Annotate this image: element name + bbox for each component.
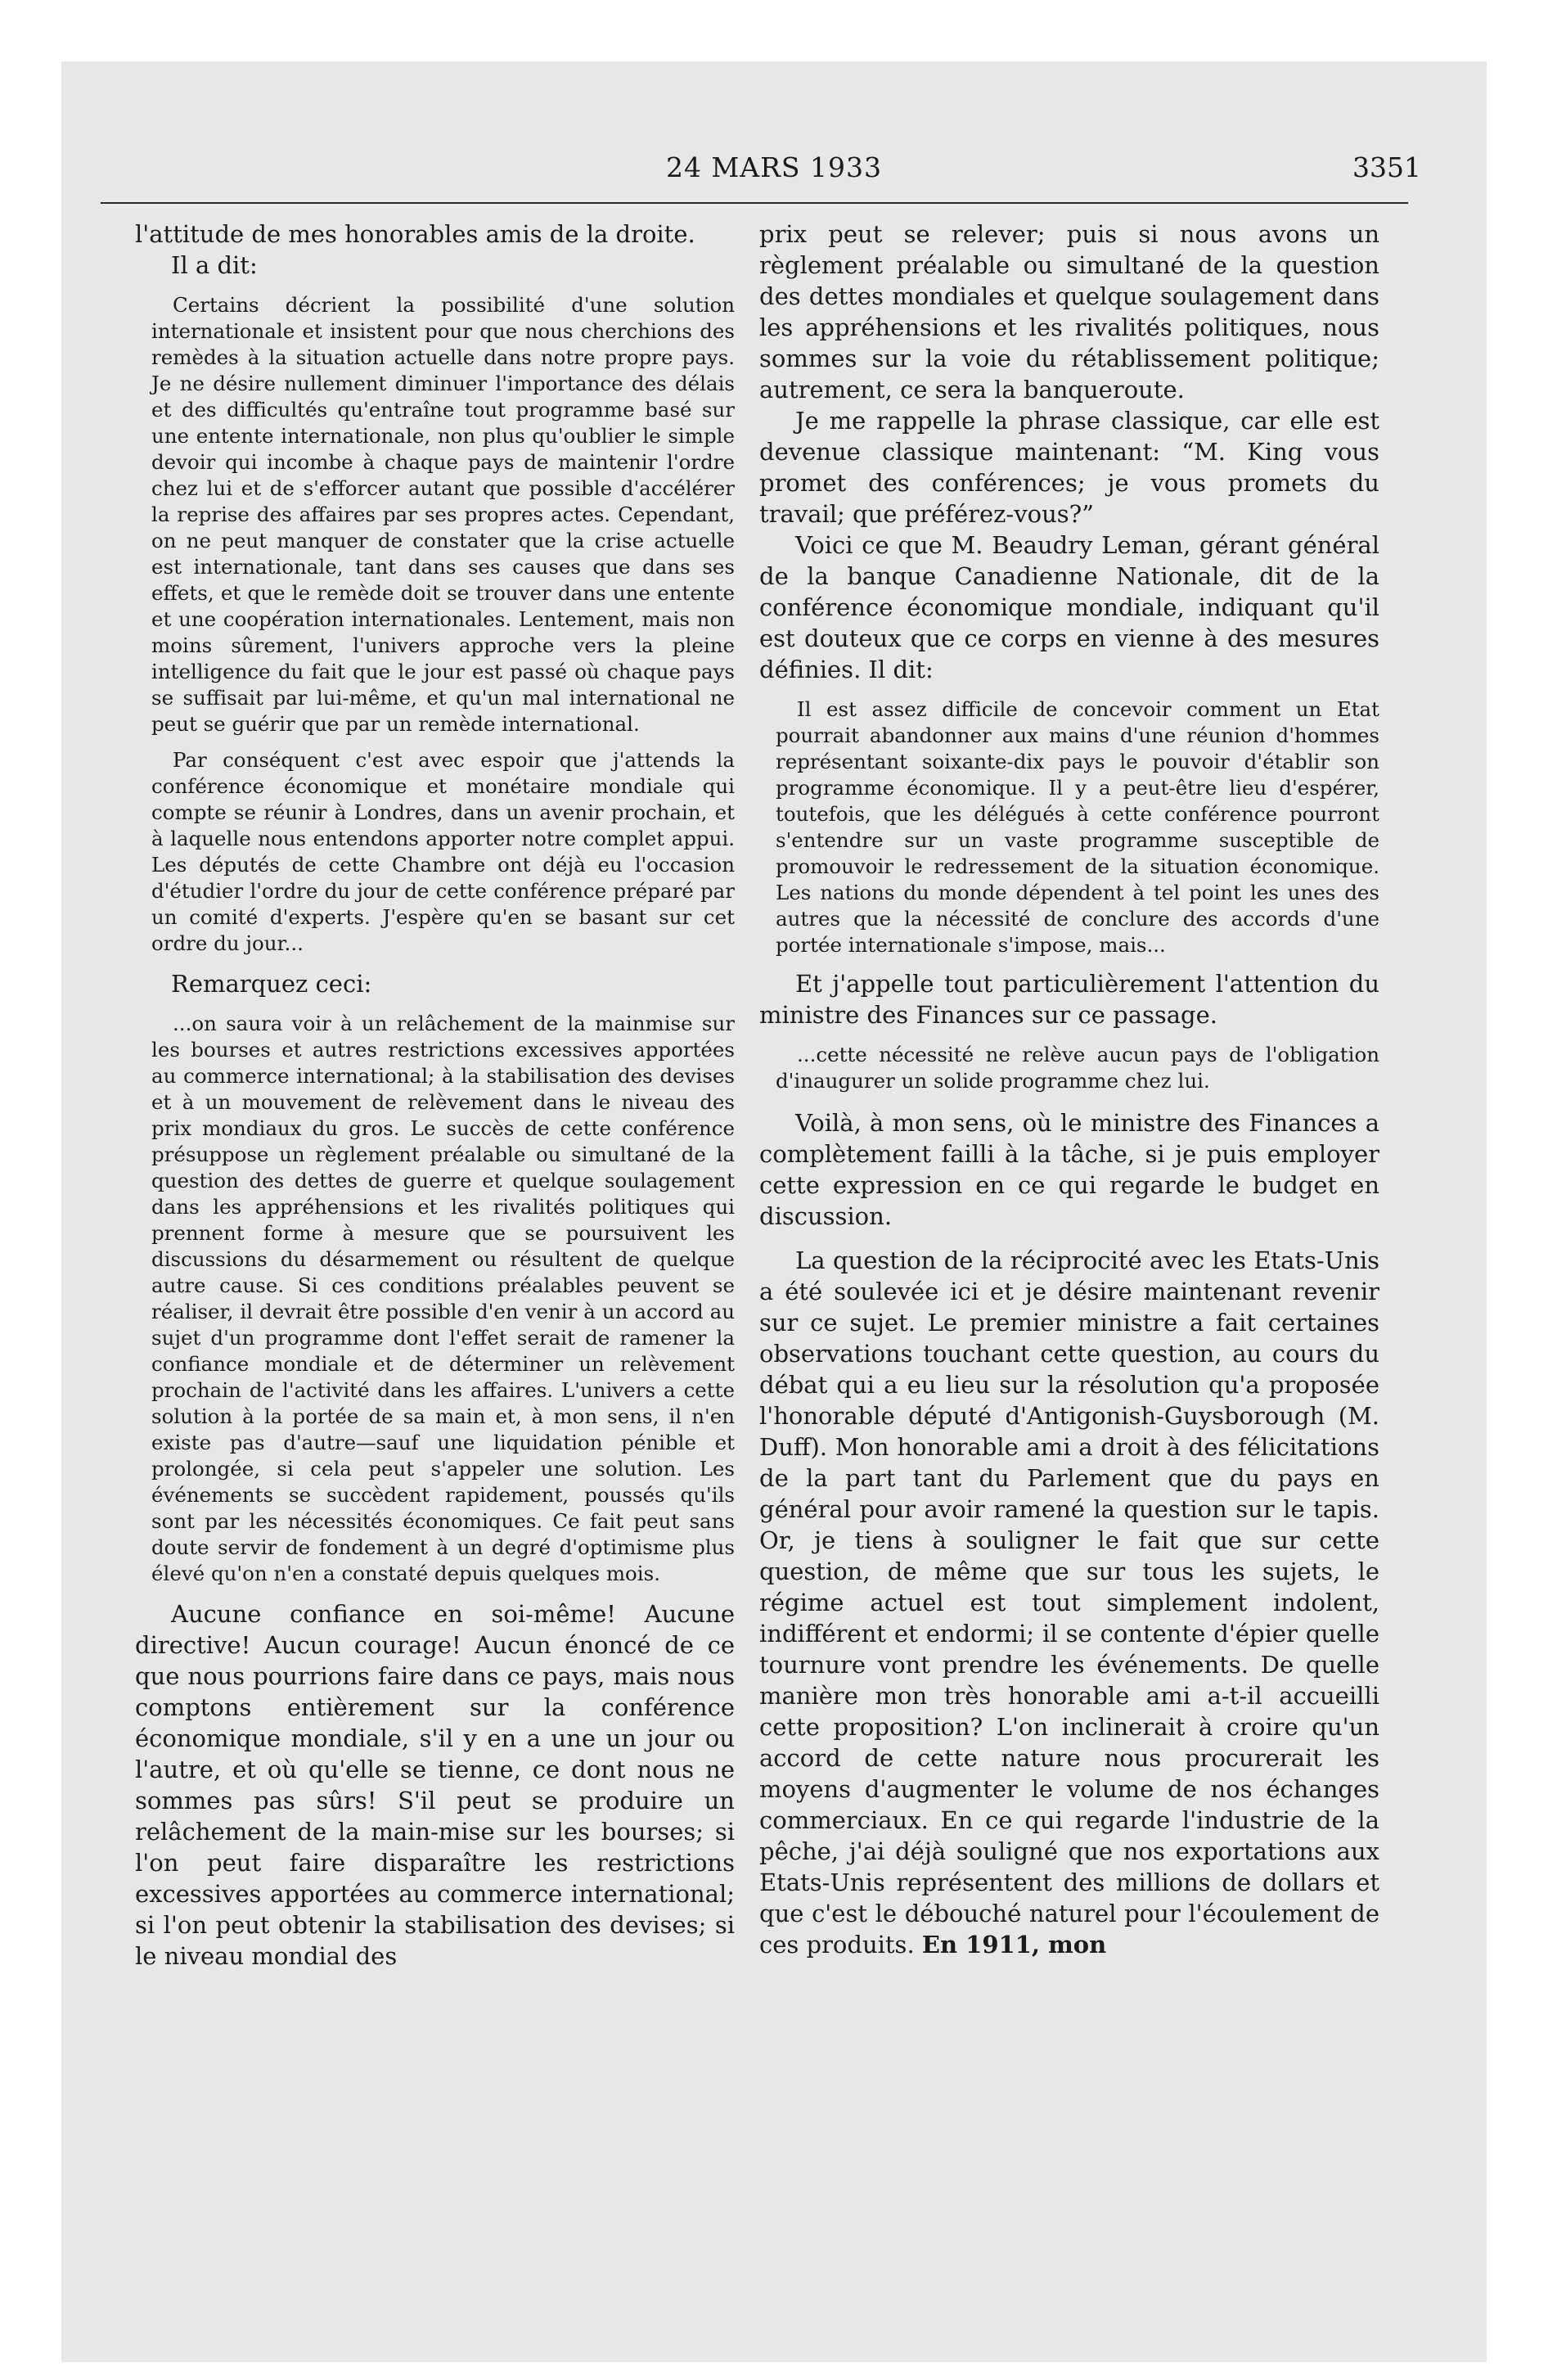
paragraph: Je me rappelle la phrase classique, car elle est devenue classique maintenant: “M. King vous promet des conférences; je vous promets du travail; que préférez-vous?” bbox=[759, 407, 1379, 528]
paragraph-text: La question de la réciprocité avec les Etats-Unis a été soulevée ici et je désire maintenant revenir sur ce sujet. Le premier ministre a fait certaines observations touchant cette question, au cours du débat qui a eu lieu sur la résolution qu'a proposée l'honorable député d'Antigonish-Guysborough (M. Duff). Mon honorable ami a droit à des félicitations de la part tant du Parlement que du pays en général pour avoir ramené la question sur le tapis. Or, je tiens à souligner le fait que sur cette question, de même que sur tous les sujets, le régime actuel est tout simplement indolent, indifférent et endormi; il se contente d'épier quelle tournure vont prendre les événements. De quelle manière mon très honorable ami a-t-il accueilli cette proposition? L'on inclinerait à croire qu'un accord de cette nature nous procurerait les moyens d'augmenter le volume de nos échanges commerciaux. En ce qui regarde l'industrie de la pêche, j'ai déjà souligné que nos exportations aux Etats-Unis représentent des millions de dollars et que c'est le débouché naturel pour l'écoulement de ces produits. bbox=[759, 1246, 1379, 1959]
header-date: 24 MARS 1933 bbox=[665, 151, 883, 183]
block-quote: Il est assez difficile de concevoir comment un Etat pourrait abandonner aux mains d'une réunion d'hommes représentant soixante-dix pays le pouvoir d'établir son programme économique. Il y a peut-être lieu d'espérer, toutefois, que les délégués à cette conférence pourront s'entendre sur un vaste programme susceptible de promouvoir le redressement de la situation économique. Les nations du monde dépendent à tel point les unes des autres que la nécessité de conclure des accords d'une portée internationale s'impose, mais... bbox=[776, 697, 1379, 957]
right-column bbox=[759, 219, 1379, 1960]
page-header bbox=[61, 151, 1487, 184]
paragraph: Il a dit: bbox=[171, 251, 258, 279]
paragraph bbox=[759, 1245, 1379, 1960]
paragraph: Et j'appelle tout particulièrement l'attention du ministre des Finances sur ce passage. bbox=[759, 970, 1379, 1029]
bold-text: En 1911, mon bbox=[921, 1931, 1107, 1959]
paragraph: Voici ce que M. Beaudry Leman, gérant général de la banque Canadienne Nationale, dit de la conférence économique mondiale, indiquant qu'il est douteux que ce corps en vienne à des mesures définies. Il dit: bbox=[759, 531, 1379, 683]
scanned-page bbox=[61, 61, 1487, 2362]
paragraph: Remarquez ceci: bbox=[171, 970, 372, 998]
block-quote: Certains décrient la possibilité d'une solution internationale et insistent pour que nous cherchions des remèdes à la situation actuelle dans notre propre pays. Je ne désire nullement diminuer l'importance des délais et des difficultés qu'entraîne tout programme basé sur une entente internationale, non plus qu'oublier le simple devoir qui incombe à chaque pays de maintenir l'ordre chez lui et de s'efforcer autant que possible d'accélérer la reprise des affaires par ses propres actes. Cependant, on ne peut manquer de constater que la crise actuelle est internationale, tant dans ses causes que dans ses effets, et que le remède doit se trouver dans une entente et une coopération internationales. Lentement, mais non moins sûrement, l'univers approche vers la pleine intelligence du fait que le jour est passé où chaque pays se suffisait par lui-même, et qu'un mal international ne peut se guérir que par un remède international. bbox=[151, 293, 735, 736]
block-quote: Par conséquent c'est avec espoir que j'attends la conférence économique et monétaire mondiale qui compte se réunir à Londres, dans un avenir prochain, et à laquelle nous entendons apporter notre complet appui. Les députés de cette Chambre ont déjà eu l'occasion d'étudier l'ordre du jour de cette conférence préparé par un comité d'experts. J'espère qu'en se basant sur cet ordre du jour... bbox=[151, 748, 735, 955]
paragraph: Aucune confiance en soi-même! Aucune directive! Aucun courage! Aucun énoncé de ce que nous pourrions faire dans ce pays, mais nous comptons entièrement sur la conférence économique mondiale, s'il y en a une un jour ou l'autre, et où qu'elle se tienne, ce dont nous ne sommes pas sûrs! S'il peut se produire un relâchement de la main-mise sur les bourses; si l'on peut faire disparaître les restrictions excessives apportées au commerce international; si l'on peut obtenir la stabilisation des devises; si le niveau mondial des bbox=[135, 1600, 735, 1970]
page-number: 3351 bbox=[1352, 151, 1421, 183]
paragraph: prix peut se relever; puis si nous avons un règlement préalable ou simultané de la question des dettes mondiales et quelque soulagement dans les appréhensions et les rivalités politiques, nous sommes sur la voie du rétablissement politique; autrement, ce sera la banqueroute. bbox=[759, 220, 1379, 403]
paragraph: Voilà, à mon sens, où le ministre des Finances a complètement failli à la tâche, si je puis employer cette expression en ce qui regarde le budget en discussion. bbox=[759, 1109, 1379, 1230]
block-quote: ...cette nécessité ne relève aucun pays de l'obligation d'inaugurer un solide programme chez lui. bbox=[776, 1043, 1379, 1093]
block-quote: ...on saura voir à un relâchement de la mainmise sur les bourses et autres restrictions excessives apportées au commerce international; à la stabilisation des devises et à un mouvement de relèvement dans le niveau des prix mondiaux du gros. Le succès de cette conférence présuppose un règlement préalable ou simultané de la question des dettes de guerre et quelque soulagement dans les appréhensions et les rivalités politiques qui prennent forme à mesure que se poursuivent les discussions du désarmement ou résultent de quelque autre cause. Si ces conditions préalables peuvent se réaliser, il devrait être possible d'en venir à un accord au sujet d'un programme dont l'effet serait de ramener la confiance mondiale et de déterminer un relèvement prochain de l'activité dans les affaires. L'univers a cette solution à la portée de sa main et, à mon sens, il n'en existe pas d'autre—sauf une liquidation pénible et prolongée, si cela peut s'appeler une solution. Les événements se succèdent rapidement, poussés qu'ils sont par les nécessités économiques. Ce fait peut sans doute servir de fondement à un degré d'optimisme plus élevé qu'on n'en a constaté depuis quelques mois. bbox=[151, 1012, 735, 1585]
paragraph: l'attitude de mes honorables amis de la droite. bbox=[135, 220, 695, 248]
header-rule bbox=[101, 202, 1408, 204]
left-column bbox=[135, 219, 735, 1972]
